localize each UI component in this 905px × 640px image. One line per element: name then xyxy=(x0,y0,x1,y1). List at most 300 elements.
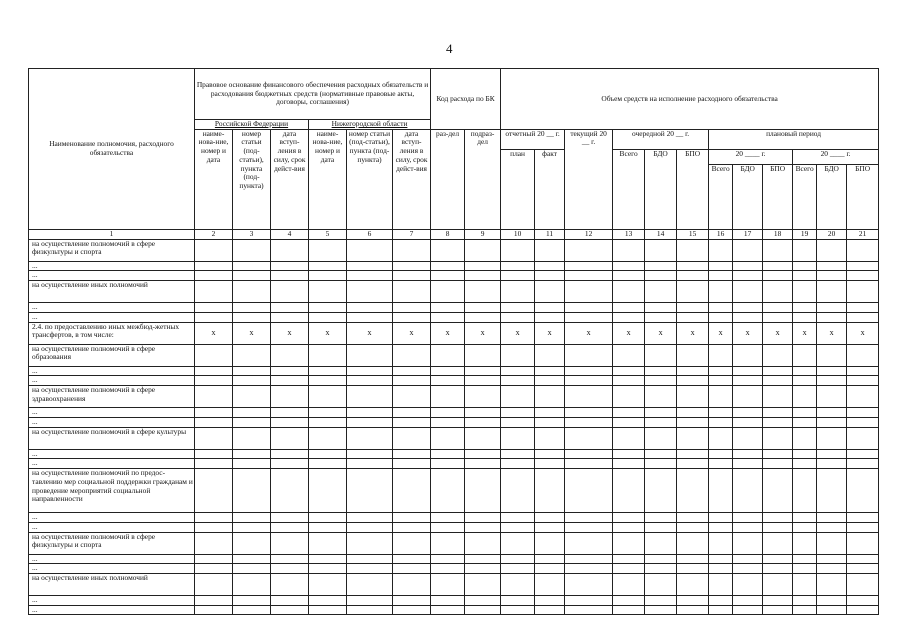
empty-cell xyxy=(565,303,613,313)
empty-cell xyxy=(535,376,565,386)
empty-cell xyxy=(709,564,733,574)
empty-cell xyxy=(613,554,645,564)
table-row xyxy=(29,281,879,303)
empty-cell xyxy=(535,417,565,427)
empty-cell xyxy=(535,271,565,281)
empty-cell xyxy=(565,366,613,376)
empty-cell xyxy=(677,366,709,376)
empty-cell xyxy=(271,344,309,366)
empty-cell xyxy=(195,376,233,386)
empty-cell xyxy=(709,605,733,615)
empty-cell xyxy=(347,574,393,596)
empty-cell xyxy=(733,513,763,523)
empty-cell xyxy=(233,366,271,376)
empty-cell xyxy=(271,513,309,523)
row-label: ... xyxy=(29,261,195,271)
empty-cell xyxy=(817,239,847,261)
empty-cell xyxy=(309,281,347,303)
header-fact: факт xyxy=(535,149,565,229)
empty-cell xyxy=(565,513,613,523)
empty-cell xyxy=(233,239,271,261)
empty-cell xyxy=(535,564,565,574)
empty-cell xyxy=(817,554,847,564)
empty-cell xyxy=(465,271,501,281)
empty-cell xyxy=(465,427,501,449)
empty-cell xyxy=(847,605,879,615)
empty-cell xyxy=(817,366,847,376)
empty-cell xyxy=(195,554,233,564)
empty-cell xyxy=(847,271,879,281)
empty-cell xyxy=(393,596,431,606)
row-label: ... xyxy=(29,376,195,386)
empty-cell xyxy=(793,532,817,554)
empty-cell xyxy=(565,564,613,574)
empty-cell xyxy=(271,469,309,513)
empty-cell xyxy=(677,449,709,459)
empty-cell xyxy=(195,427,233,449)
header-plan-year-2: 20 ____ г. Всего БДО БПО xyxy=(793,149,879,229)
header-rf: Российской Федерации xyxy=(195,120,309,130)
empty-cell xyxy=(733,239,763,261)
empty-cell xyxy=(393,449,431,459)
empty-cell xyxy=(233,408,271,418)
x-mark: x xyxy=(309,322,347,344)
empty-cell xyxy=(501,366,535,376)
header-section: раз-дел xyxy=(431,129,465,229)
empty-cell xyxy=(431,312,465,322)
empty-cell xyxy=(817,303,847,313)
empty-cell xyxy=(195,522,233,532)
empty-cell xyxy=(195,605,233,615)
empty-cell xyxy=(763,596,793,606)
empty-cell xyxy=(763,312,793,322)
empty-cell xyxy=(733,386,763,408)
empty-cell xyxy=(431,469,465,513)
empty-cell xyxy=(347,344,393,366)
header-volume: Объем средств на исполнение расходного обязательства xyxy=(501,69,879,130)
empty-cell xyxy=(733,532,763,554)
empty-cell xyxy=(271,281,309,303)
empty-cell xyxy=(709,303,733,313)
empty-cell xyxy=(733,303,763,313)
empty-cell xyxy=(271,605,309,615)
empty-cell xyxy=(565,459,613,469)
empty-cell xyxy=(817,281,847,303)
empty-cell xyxy=(733,408,763,418)
empty-cell xyxy=(709,449,733,459)
empty-cell xyxy=(431,522,465,532)
x-mark: x xyxy=(501,322,535,344)
row-label: 2.4. по предоставлению иных межбюд-жетных трансфертов, в том числе: xyxy=(29,322,195,344)
empty-cell xyxy=(233,596,271,606)
empty-cell xyxy=(847,376,879,386)
empty-cell xyxy=(613,469,645,513)
empty-cell xyxy=(195,408,233,418)
empty-cell xyxy=(677,261,709,271)
empty-cell xyxy=(347,513,393,523)
empty-cell xyxy=(271,271,309,281)
empty-cell xyxy=(535,513,565,523)
empty-cell xyxy=(565,427,613,449)
empty-cell xyxy=(709,554,733,564)
row-label: на осуществление иных полномочий xyxy=(29,281,195,303)
empty-cell xyxy=(733,427,763,449)
empty-cell xyxy=(733,261,763,271)
empty-cell xyxy=(733,312,763,322)
empty-cell xyxy=(465,574,501,596)
empty-cell xyxy=(431,449,465,459)
empty-cell xyxy=(465,417,501,427)
empty-cell xyxy=(271,564,309,574)
empty-cell xyxy=(271,554,309,564)
table-row xyxy=(29,322,879,344)
row-label: на осуществление полномочий в сфере здравоохранения xyxy=(29,386,195,408)
table-row xyxy=(29,417,879,427)
empty-cell xyxy=(535,596,565,606)
empty-cell xyxy=(535,574,565,596)
empty-cell xyxy=(817,271,847,281)
empty-cell xyxy=(309,469,347,513)
row-label: ... xyxy=(29,605,195,615)
empty-cell xyxy=(763,281,793,303)
empty-cell xyxy=(393,459,431,469)
empty-cell xyxy=(613,312,645,322)
empty-cell xyxy=(309,386,347,408)
empty-cell xyxy=(271,239,309,261)
empty-cell xyxy=(233,554,271,564)
empty-cell xyxy=(233,513,271,523)
empty-cell xyxy=(817,376,847,386)
empty-cell xyxy=(393,564,431,574)
empty-cell xyxy=(271,376,309,386)
table-row xyxy=(29,239,879,261)
header-rf-article: номер статьи (под-статьи), пункта (под-пункта) xyxy=(233,129,271,229)
empty-cell xyxy=(465,564,501,574)
empty-cell xyxy=(847,366,879,376)
empty-cell xyxy=(431,281,465,303)
empty-cell xyxy=(817,605,847,615)
empty-cell xyxy=(431,459,465,469)
empty-cell xyxy=(613,513,645,523)
empty-cell xyxy=(817,344,847,366)
empty-cell xyxy=(233,417,271,427)
row-label: ... xyxy=(29,596,195,606)
empty-cell xyxy=(393,408,431,418)
empty-cell xyxy=(465,344,501,366)
empty-cell xyxy=(347,605,393,615)
empty-cell xyxy=(793,386,817,408)
empty-cell xyxy=(817,261,847,271)
empty-cell xyxy=(195,459,233,469)
empty-cell xyxy=(501,449,535,459)
empty-cell xyxy=(347,417,393,427)
column-numbers-row xyxy=(29,229,879,239)
empty-cell xyxy=(565,376,613,386)
header-code: Код расхода по БК xyxy=(431,69,501,130)
empty-cell xyxy=(793,344,817,366)
empty-cell xyxy=(613,427,645,449)
column-number: 5 xyxy=(309,229,347,239)
empty-cell xyxy=(535,427,565,449)
empty-cell xyxy=(645,344,677,366)
table-row xyxy=(29,522,879,532)
empty-cell xyxy=(763,469,793,513)
empty-cell xyxy=(793,596,817,606)
empty-cell xyxy=(347,281,393,303)
empty-cell xyxy=(347,532,393,554)
column-number: 6 xyxy=(347,229,393,239)
column-number: 8 xyxy=(431,229,465,239)
empty-cell xyxy=(847,386,879,408)
empty-cell xyxy=(793,261,817,271)
empty-cell xyxy=(431,532,465,554)
empty-cell xyxy=(347,469,393,513)
empty-cell xyxy=(565,449,613,459)
empty-cell xyxy=(501,605,535,615)
x-mark: x xyxy=(793,322,817,344)
empty-cell xyxy=(535,281,565,303)
column-number: 10 xyxy=(501,229,535,239)
empty-cell xyxy=(709,417,733,427)
empty-cell xyxy=(465,522,501,532)
empty-cell xyxy=(613,564,645,574)
empty-cell xyxy=(733,596,763,606)
empty-cell xyxy=(709,261,733,271)
empty-cell xyxy=(817,596,847,606)
empty-cell xyxy=(347,366,393,376)
empty-cell xyxy=(465,513,501,523)
empty-cell xyxy=(309,271,347,281)
empty-cell xyxy=(613,344,645,366)
table-row xyxy=(29,303,879,313)
empty-cell xyxy=(501,469,535,513)
empty-cell xyxy=(763,344,793,366)
row-label: ... xyxy=(29,564,195,574)
empty-cell xyxy=(431,427,465,449)
empty-cell xyxy=(271,312,309,322)
empty-cell xyxy=(501,459,535,469)
table-row xyxy=(29,261,879,271)
row-label: ... xyxy=(29,271,195,281)
empty-cell xyxy=(195,281,233,303)
empty-cell xyxy=(465,386,501,408)
empty-cell xyxy=(501,596,535,606)
x-mark: x xyxy=(271,322,309,344)
empty-cell xyxy=(565,554,613,564)
header-subsection: подраз-дел xyxy=(465,129,501,229)
empty-cell xyxy=(677,303,709,313)
empty-cell xyxy=(613,303,645,313)
column-number: 3 xyxy=(233,229,271,239)
empty-cell xyxy=(271,386,309,408)
empty-cell xyxy=(733,605,763,615)
empty-cell xyxy=(393,344,431,366)
empty-cell xyxy=(733,281,763,303)
empty-cell xyxy=(565,261,613,271)
empty-cell xyxy=(709,281,733,303)
empty-cell xyxy=(645,239,677,261)
empty-cell xyxy=(565,344,613,366)
empty-cell xyxy=(709,513,733,523)
x-mark: x xyxy=(535,322,565,344)
empty-cell xyxy=(847,261,879,271)
empty-cell xyxy=(195,596,233,606)
empty-cell xyxy=(465,408,501,418)
empty-cell xyxy=(677,554,709,564)
x-mark: x xyxy=(847,322,879,344)
row-label: ... xyxy=(29,513,195,523)
row-label: ... xyxy=(29,449,195,459)
empty-cell xyxy=(347,554,393,564)
row-label: на осуществление полномочий в сфере культуры xyxy=(29,427,195,449)
empty-cell xyxy=(763,449,793,459)
empty-cell xyxy=(793,366,817,376)
empty-cell xyxy=(535,312,565,322)
table-row xyxy=(29,564,879,574)
table-row xyxy=(29,386,879,408)
row-label: на осуществление полномочий по предос-тавлению мер социальной поддержки гражданам и проведение мероприятий социальной направленности xyxy=(29,469,195,513)
empty-cell xyxy=(677,312,709,322)
empty-cell xyxy=(271,303,309,313)
empty-cell xyxy=(195,532,233,554)
empty-cell xyxy=(501,408,535,418)
empty-cell xyxy=(645,522,677,532)
empty-cell xyxy=(393,469,431,513)
empty-cell xyxy=(613,522,645,532)
empty-cell xyxy=(431,344,465,366)
empty-cell xyxy=(733,344,763,366)
empty-cell xyxy=(393,271,431,281)
empty-cell xyxy=(347,303,393,313)
empty-cell xyxy=(709,366,733,376)
x-mark: x xyxy=(565,322,613,344)
empty-cell xyxy=(393,532,431,554)
empty-cell xyxy=(613,386,645,408)
empty-cell xyxy=(733,271,763,281)
empty-cell xyxy=(613,281,645,303)
empty-cell xyxy=(565,281,613,303)
table-row xyxy=(29,513,879,523)
empty-cell xyxy=(309,522,347,532)
empty-cell xyxy=(645,386,677,408)
column-number: 21 xyxy=(847,229,879,239)
empty-cell xyxy=(535,605,565,615)
empty-cell xyxy=(763,376,793,386)
empty-cell xyxy=(535,386,565,408)
empty-cell xyxy=(613,605,645,615)
x-mark: x xyxy=(195,322,233,344)
empty-cell xyxy=(613,596,645,606)
empty-cell xyxy=(195,366,233,376)
empty-cell xyxy=(613,449,645,459)
header-region: Нижегородской области xyxy=(309,120,431,130)
empty-cell xyxy=(347,596,393,606)
empty-cell xyxy=(793,459,817,469)
empty-cell xyxy=(645,312,677,322)
header-rf-date: дата вступ-ления в силу, срок дейст-вия xyxy=(271,129,309,229)
empty-cell xyxy=(535,408,565,418)
header-reporting-year: отчетный 20 __ г. xyxy=(501,129,565,149)
empty-cell xyxy=(847,427,879,449)
empty-cell xyxy=(733,417,763,427)
empty-cell xyxy=(309,312,347,322)
empty-cell xyxy=(817,513,847,523)
empty-cell xyxy=(233,344,271,366)
row-label: на осуществление полномочий в сфере физкультуры и спорта xyxy=(29,532,195,554)
empty-cell xyxy=(309,459,347,469)
empty-cell xyxy=(793,417,817,427)
empty-cell xyxy=(501,261,535,271)
empty-cell xyxy=(733,366,763,376)
empty-cell xyxy=(645,417,677,427)
empty-cell xyxy=(565,408,613,418)
empty-cell xyxy=(847,522,879,532)
table-row xyxy=(29,554,879,564)
empty-cell xyxy=(763,605,793,615)
column-number: 17 xyxy=(733,229,763,239)
empty-cell xyxy=(535,522,565,532)
empty-cell xyxy=(393,574,431,596)
empty-cell xyxy=(393,522,431,532)
empty-cell xyxy=(847,281,879,303)
empty-cell xyxy=(309,532,347,554)
page-number: 4 xyxy=(446,41,453,56)
empty-cell xyxy=(847,513,879,523)
empty-cell xyxy=(431,513,465,523)
empty-cell xyxy=(793,574,817,596)
empty-cell xyxy=(709,408,733,418)
empty-cell xyxy=(465,449,501,459)
empty-cell xyxy=(271,427,309,449)
empty-cell xyxy=(501,281,535,303)
empty-cell xyxy=(431,417,465,427)
empty-cell xyxy=(195,344,233,366)
empty-cell xyxy=(309,513,347,523)
empty-cell xyxy=(465,239,501,261)
empty-cell xyxy=(535,554,565,564)
empty-cell xyxy=(233,427,271,449)
empty-cell xyxy=(793,469,817,513)
empty-cell xyxy=(195,386,233,408)
empty-cell xyxy=(535,239,565,261)
empty-cell xyxy=(233,281,271,303)
header-next-bdo: БДО xyxy=(645,149,677,229)
empty-cell xyxy=(271,532,309,554)
empty-cell xyxy=(347,522,393,532)
empty-cell xyxy=(709,469,733,513)
empty-cell xyxy=(347,239,393,261)
empty-cell xyxy=(613,271,645,281)
empty-cell xyxy=(645,513,677,523)
column-number: 9 xyxy=(465,229,501,239)
empty-cell xyxy=(393,376,431,386)
empty-cell xyxy=(393,427,431,449)
x-mark: x xyxy=(465,322,501,344)
empty-cell xyxy=(763,271,793,281)
empty-cell xyxy=(271,366,309,376)
empty-cell xyxy=(763,513,793,523)
empty-cell xyxy=(817,564,847,574)
empty-cell xyxy=(793,271,817,281)
empty-cell xyxy=(465,366,501,376)
empty-cell xyxy=(233,376,271,386)
column-number: 11 xyxy=(535,229,565,239)
empty-cell xyxy=(501,386,535,408)
header-planned-period: плановый период xyxy=(709,129,879,149)
empty-cell xyxy=(613,459,645,469)
empty-cell xyxy=(233,605,271,615)
x-mark: x xyxy=(645,322,677,344)
